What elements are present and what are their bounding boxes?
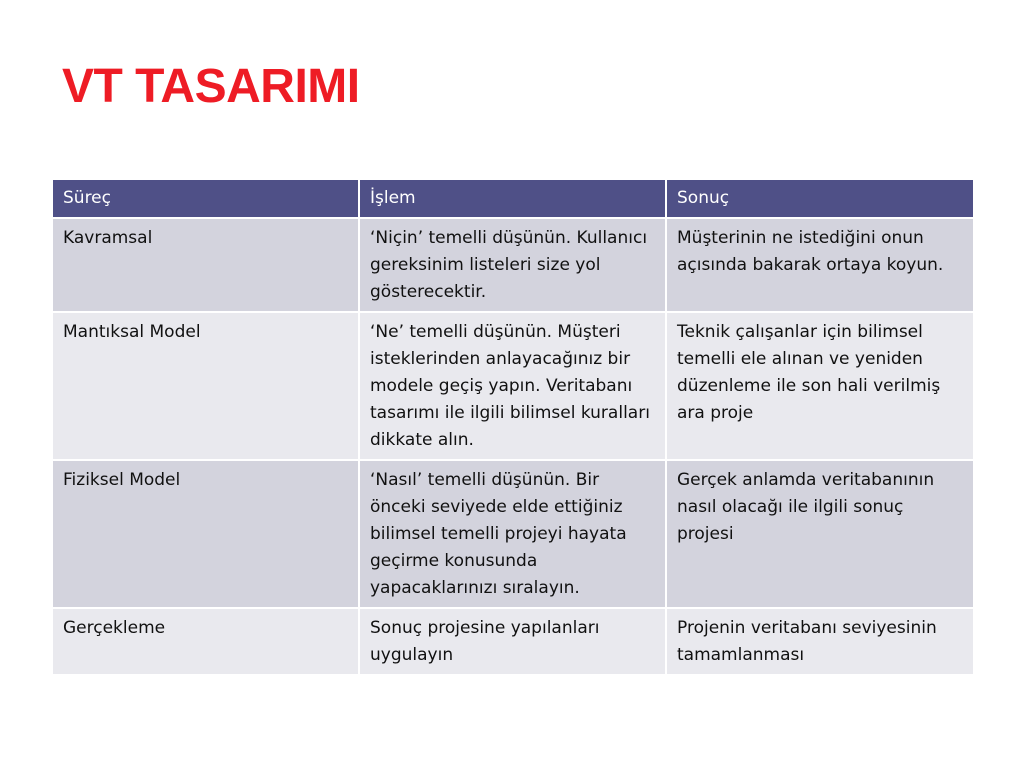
cell-islem: ‘Niçin’ temelli düşünün. Kullanıcı gereksinim listeleri size yol gösterecektir. xyxy=(359,218,666,312)
table-row xyxy=(52,218,974,312)
cell-sonuc: Gerçek anlamda veritabanının nasıl olacağı ile ilgili sonuç projesi xyxy=(666,460,974,608)
cell-surec: Kavramsal xyxy=(52,218,359,312)
cell-islem: ‘Nasıl’ temelli düşünün. Bir önceki seviyede elde ettiğiniz bilimsel temelli projeyi hayata geçirme konusunda yapacaklarınızı sıralayın. xyxy=(359,460,666,608)
column-header-islem: İşlem xyxy=(359,179,666,218)
cell-islem: ‘Ne’ temelli düşünün. Müşteri isteklerinden anlayacağınız bir modele geçiş yapın. Veritabanı tasarımı ile ilgili bilimsel kuralları dikkate alın. xyxy=(359,312,666,460)
column-header-sonuc: Sonuç xyxy=(666,179,974,218)
cell-surec: Gerçekleme xyxy=(52,608,359,675)
slide-title: VT TASARIMI xyxy=(62,60,360,113)
table-header-row xyxy=(52,179,974,218)
table-row xyxy=(52,460,974,608)
cell-sonuc: Müşterinin ne istediğini onun açısında bakarak ortaya koyun. xyxy=(666,218,974,312)
column-header-surec: Süreç xyxy=(52,179,359,218)
cell-sonuc: Projenin veritabanı seviyesinin tamamlanması xyxy=(666,608,974,675)
cell-surec: Mantıksal Model xyxy=(52,312,359,460)
cell-sonuc: Teknik çalışanlar için bilimsel temelli ele alınan ve yeniden düzenleme ile son hali verilmiş ara proje xyxy=(666,312,974,460)
table-row xyxy=(52,312,974,460)
table-row xyxy=(52,608,974,675)
process-table xyxy=(51,178,975,676)
cell-surec: Fiziksel Model xyxy=(52,460,359,608)
cell-islem: Sonuç projesine yapılanları uygulayın xyxy=(359,608,666,675)
